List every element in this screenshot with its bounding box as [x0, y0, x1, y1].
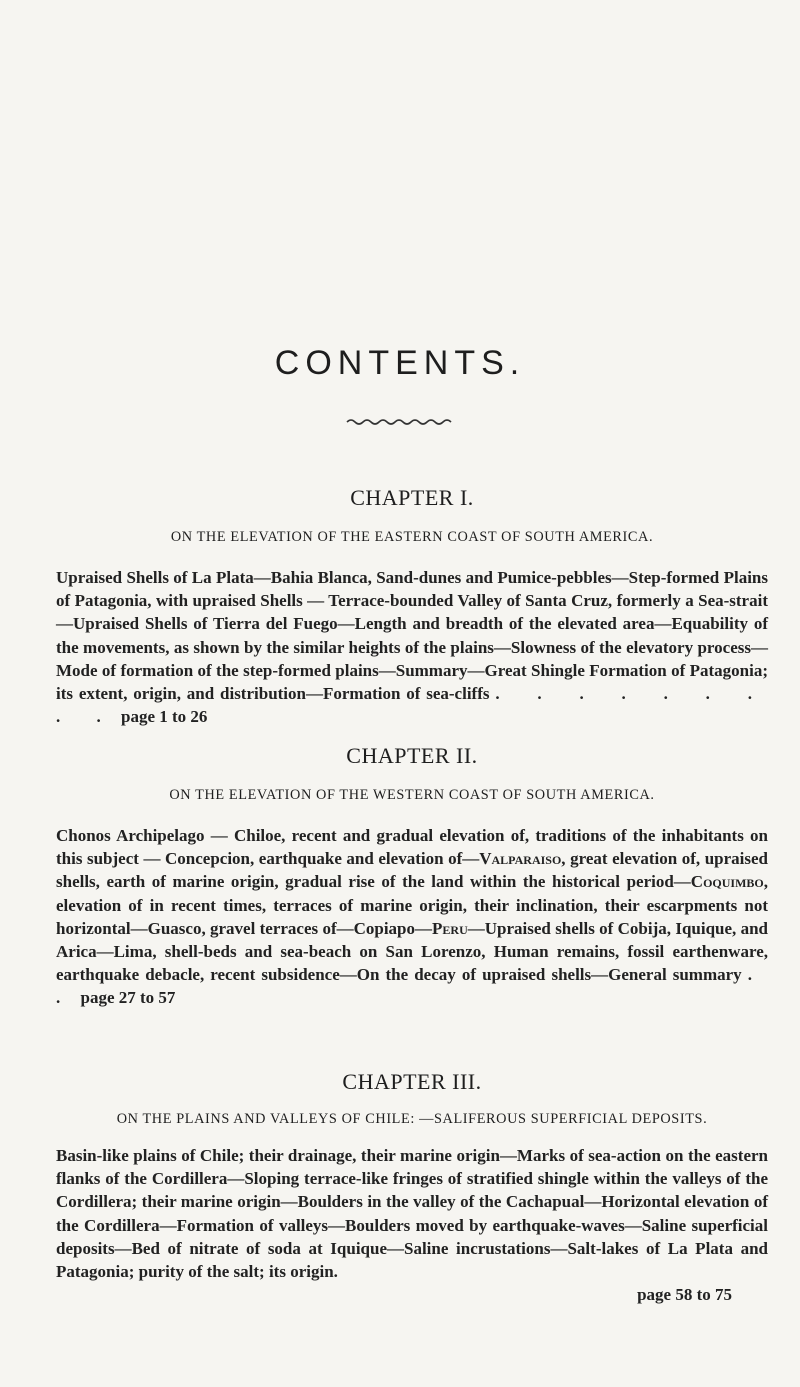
page-reference: page 1 to 26	[121, 707, 208, 727]
place-name: Coquimbo	[690, 872, 764, 892]
summary-text: Chonos Archipelago — Chiloe, recent and gradual elevation of, traditions of the inhabitants on this subject — Concepcion, earthquake and elevation of—	[56, 826, 768, 869]
chapter-heading: CHAPTER I.	[350, 485, 474, 510]
place-name: Valparaiso	[479, 849, 562, 869]
chapter-1	[56, 484, 768, 728]
ornament-divider	[345, 416, 455, 428]
leader-dots: . .	[56, 965, 769, 1008]
chapter-subtitle: ON THE ELEVATION OF THE EASTERN COAST OF SOUTH AMERICA.	[170, 529, 654, 545]
chapter-subtitle: ON THE PLAINS AND VALLEYS OF CHILE: —SALIFEROUS SUPERFICIAL DEPOSITS.	[116, 1111, 708, 1127]
chapter-subtitle: ON THE ELEVATION OF THE WESTERN COAST OF SOUTH AMERICA.	[169, 787, 655, 803]
summary-text: Upraised Shells of La Plata—Bahia Blanca, Sand-dunes and Pumice-pebbles—Step-formed Plains of Patagonia, with upraised Shells — Terrace-bounded Valley of Santa Cruz, formerly a Sea-strait—Upraised Shells of Tierra del Fuego—Length and breadth of the elevated area—Equability of the movements, as shown by the similar heights of the plains—Slowness of the elevatory process—Mode of formation of the step-formed plains—Summary—Great Shingle Formation of Patagonia; its extent, origin, and distribution—Formation of sea-cliffs	[56, 568, 768, 704]
chapter-summary	[56, 566, 768, 728]
chapter-heading: CHAPTER III.	[342, 1069, 482, 1094]
chapter-heading: CHAPTER II.	[346, 743, 478, 768]
summary-text: , great elevation of, upraised shells, earth of marine origin, gradual rise of the land within the historical period—	[56, 849, 768, 892]
chapter-2	[56, 742, 768, 1010]
place-name: Peru	[432, 918, 468, 938]
summary-text: , elevation of in recent times, terraces of marine origin, their inclination, their escarpments not horizontal—Guasco, gravel terraces of—Copiapo—	[56, 872, 768, 938]
leader-dots: . . . . . . . . .	[56, 684, 769, 727]
chapter-summary	[56, 824, 768, 1010]
summary-text: —Upraised shells of Cobija, Iquique, and Arica—Lima, shell-beds and sea-beach on San Lorenzo, Human remains, fossil earthenware, earthquake debacle, recent subsidence—On the decay of upraised shells—General summary	[56, 918, 769, 985]
page-reference: page 27 to 57	[80, 988, 176, 1008]
chapter-3	[56, 1068, 768, 1306]
page-reference: page 58 to 75	[637, 1285, 732, 1305]
chapter-summary	[56, 1144, 768, 1306]
summary-text: Basin-like plains of Chile; their drainage, their marine origin—Marks of sea-action on the eastern flanks of the Cordillera—Sloping terrace-like fringes of stratified shingle within the valleys of the Cordillera; their marine origin—Boulders in the valley of the Cachapual—Horizontal elevation of the Cordillera—Formation of valleys—Boulders moved by earthquake-waves—Saline superficial deposits—Bed of nitrate of soda at Iquique—Saline incrustations—Salt-lakes of La Plata and Patagonia; purity of the salt; its origin.	[56, 1146, 768, 1282]
page-title: CONTENTS.	[274, 344, 526, 382]
